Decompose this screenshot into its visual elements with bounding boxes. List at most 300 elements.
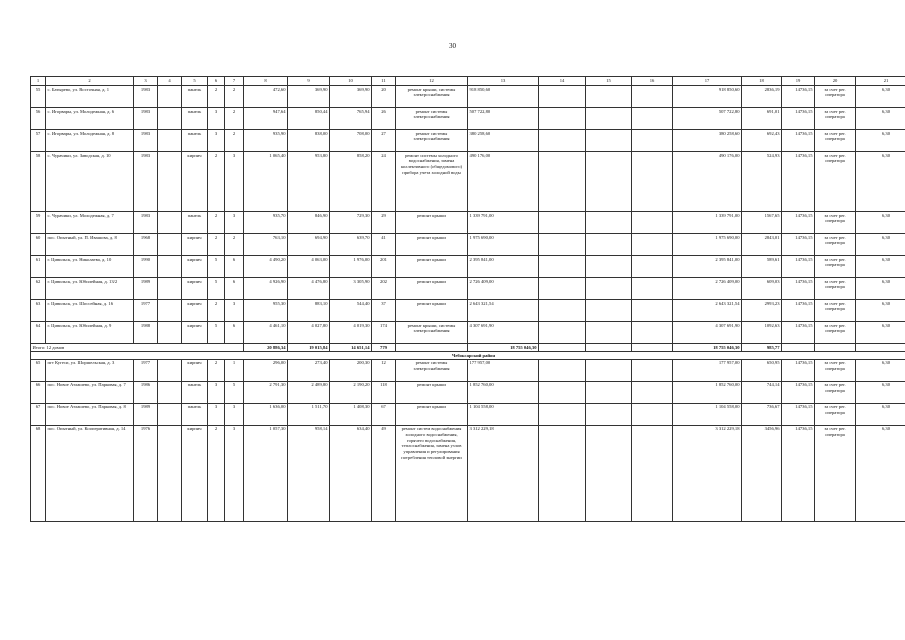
premises-area-cell: 4 063,00 bbox=[288, 256, 330, 278]
entrances-cell: 6 bbox=[225, 322, 244, 344]
year-cell: 1983 bbox=[134, 152, 158, 212]
empty-cell bbox=[539, 86, 586, 108]
year-cell: 1977 bbox=[134, 300, 158, 322]
term-cell: 6,30 bbox=[856, 278, 905, 300]
limit-cost-cell: 14736,15 bbox=[782, 322, 815, 344]
material-cell: панель bbox=[182, 212, 208, 234]
limit-cost-cell: 14736,15 bbox=[782, 130, 815, 152]
term-cell: 6,30 bbox=[856, 403, 905, 425]
total-area-cell: 947,64 bbox=[244, 108, 288, 130]
material-cell: кирпич bbox=[182, 322, 208, 344]
living-area-cell: 858,20 bbox=[330, 152, 372, 212]
table-row bbox=[31, 381, 905, 403]
living-area-cell: 765,94 bbox=[330, 108, 372, 130]
repair-program-table bbox=[30, 76, 905, 522]
address-cell: с. Чурачики, ул. Молодежная, д. 7 bbox=[46, 212, 134, 234]
premises-area-cell: 838,00 bbox=[288, 130, 330, 152]
limit-cost-cell: 14736,15 bbox=[782, 300, 815, 322]
address-cell: г. Цивильск, ул. Юбилейная, д. 13/2 bbox=[46, 278, 134, 300]
premises-area-cell: 846,90 bbox=[288, 212, 330, 234]
empty-cell bbox=[158, 86, 182, 108]
fund-cost-cell: 177 957,00 bbox=[673, 359, 742, 381]
term-cell: 6,30 bbox=[856, 300, 905, 322]
cost-total-cell: 3 312 229,18 bbox=[468, 425, 539, 521]
source-cell: за счет рег. оператора bbox=[815, 322, 856, 344]
table-row bbox=[31, 152, 905, 212]
work-type-cell: ремонт системы электроснабжения bbox=[396, 359, 468, 381]
residents-cell: 49 bbox=[372, 425, 396, 521]
source-cell: за счет рег. оператора bbox=[815, 108, 856, 130]
cost-total-cell: 507 722,80 bbox=[468, 108, 539, 130]
premises-area-cell: 958,14 bbox=[288, 425, 330, 521]
address-cell: г. Цивильск, ул. Шоссейная, д. 16 bbox=[46, 300, 134, 322]
entrances-cell: 3 bbox=[225, 425, 244, 521]
address-cell: пос. Новое Атлашево, ул. Парковая, д. 8 bbox=[46, 403, 134, 425]
column-header: 19 bbox=[782, 77, 815, 86]
cost-total-cell: 4 307 691,90 bbox=[468, 322, 539, 344]
empty-cell bbox=[856, 344, 905, 352]
column-header: 8 bbox=[244, 77, 288, 86]
residents-sum: 779 bbox=[372, 344, 396, 352]
column-header: 14 bbox=[539, 77, 586, 86]
total-area-cell: 935,70 bbox=[244, 212, 288, 234]
year-cell: 1983 bbox=[134, 212, 158, 234]
living-area-cell: 729,30 bbox=[330, 212, 372, 234]
term-cell: 6,30 bbox=[856, 234, 905, 256]
address-cell: г. Цивильск, ул. Николаева, д. 10 bbox=[46, 256, 134, 278]
work-type-cell: ремонт крыши bbox=[396, 300, 468, 322]
total-area-cell: 763,10 bbox=[244, 234, 288, 256]
address-cell: пос. Опытный, ул. Кооперативная, д. 14 bbox=[46, 425, 134, 521]
fund-cost-cell: 490 176,00 bbox=[673, 152, 742, 212]
row-number: 60 bbox=[31, 234, 46, 256]
unit-cost-avg: 985,77 bbox=[742, 344, 782, 352]
empty-cell bbox=[632, 86, 673, 108]
term-cell: 6,30 bbox=[856, 256, 905, 278]
total-area-cell: 1 636,00 bbox=[244, 403, 288, 425]
limit-cost-cell: 14736,15 bbox=[782, 152, 815, 212]
empty-cell bbox=[396, 344, 468, 352]
total-area-cell: 4 490,20 bbox=[244, 256, 288, 278]
limit-cost-cell: 14736,15 bbox=[782, 403, 815, 425]
living-area-cell: 3 305,90 bbox=[330, 278, 372, 300]
unit-cost-cell: 609,03 bbox=[742, 278, 782, 300]
limit-cost-cell: 14736,15 bbox=[782, 256, 815, 278]
material-cell: кирпич bbox=[182, 359, 208, 381]
limit-cost-cell: 14736,15 bbox=[782, 234, 815, 256]
source-cell: за счет рег. оператора bbox=[815, 86, 856, 108]
fund-cost-cell: 4 307 691,90 bbox=[673, 322, 742, 344]
material-cell: панель bbox=[182, 403, 208, 425]
floors-cell: 2 bbox=[208, 86, 225, 108]
work-type-cell: ремонт крыши bbox=[396, 212, 468, 234]
row-number: 68 bbox=[31, 425, 46, 521]
unit-cost-cell: 736,67 bbox=[742, 403, 782, 425]
residents-cell: 29 bbox=[372, 212, 396, 234]
source-cell: за счет рег. оператора bbox=[815, 212, 856, 234]
living-area-cell: 639,70 bbox=[330, 234, 372, 256]
empty-cell bbox=[586, 212, 632, 234]
column-header: 17 bbox=[673, 77, 742, 86]
source-cell: за счет рег. оператора bbox=[815, 425, 856, 521]
address-cell: с. Игорвары, ул. Молодежная, д. 8 bbox=[46, 130, 134, 152]
source-cell: за счет рег. оператора bbox=[815, 381, 856, 403]
district-header-row bbox=[31, 352, 905, 360]
empty-cell bbox=[586, 108, 632, 130]
cost-total-cell: 2 395 841,00 bbox=[468, 256, 539, 278]
column-header: 4 bbox=[158, 77, 182, 86]
column-header: 9 bbox=[288, 77, 330, 86]
empty-cell bbox=[539, 212, 586, 234]
row-number: 64 bbox=[31, 322, 46, 344]
empty-cell bbox=[815, 344, 856, 352]
row-number: 58 bbox=[31, 152, 46, 212]
empty-cell bbox=[539, 108, 586, 130]
source-cell: за счет рег. оператора bbox=[815, 300, 856, 322]
column-header: 11 bbox=[372, 77, 396, 86]
empty-cell bbox=[158, 403, 182, 425]
table-row bbox=[31, 212, 905, 234]
material-cell: кирпич bbox=[182, 278, 208, 300]
fund-cost-cell: 1 852 760,00 bbox=[673, 381, 742, 403]
empty-cell bbox=[539, 381, 586, 403]
living-area-cell: 369,90 bbox=[330, 86, 372, 108]
empty-cell bbox=[539, 425, 586, 521]
entrances-cell: 2 bbox=[225, 130, 244, 152]
premises-area-cell: 953,80 bbox=[288, 152, 330, 212]
material-cell: панель bbox=[182, 130, 208, 152]
empty-cell bbox=[632, 212, 673, 234]
table-row bbox=[31, 403, 905, 425]
premises-area-sum: 19 015,84 bbox=[288, 344, 330, 352]
column-header: 13 bbox=[468, 77, 539, 86]
address-cell: пос. Опытный, ул. П. Ивашова, д. 8 bbox=[46, 234, 134, 256]
source-cell: за счет рег. оператора bbox=[815, 256, 856, 278]
year-cell: 1989 bbox=[134, 278, 158, 300]
material-cell: панель bbox=[182, 381, 208, 403]
limit-cost-cell: 14736,15 bbox=[782, 108, 815, 130]
empty-cell bbox=[158, 256, 182, 278]
material-cell: кирпич bbox=[182, 300, 208, 322]
column-header: 20 bbox=[815, 77, 856, 86]
cost-total-cell: 2 726 409,00 bbox=[468, 278, 539, 300]
entrances-cell: 5 bbox=[225, 381, 244, 403]
material-cell: кирпич bbox=[182, 256, 208, 278]
residents-cell: 12 bbox=[372, 359, 396, 381]
empty-cell bbox=[586, 234, 632, 256]
floors-cell: 5 bbox=[208, 322, 225, 344]
empty-cell bbox=[158, 108, 182, 130]
empty-cell bbox=[632, 108, 673, 130]
total-area-cell: 1 057,30 bbox=[244, 425, 288, 521]
source-cell: за счет рег. оператора bbox=[815, 278, 856, 300]
table-row bbox=[31, 359, 905, 381]
empty-cell bbox=[539, 152, 586, 212]
residents-cell: 26 bbox=[372, 108, 396, 130]
source-cell: за счет рег. оператора bbox=[815, 403, 856, 425]
total-area-cell: 4 926,90 bbox=[244, 278, 288, 300]
table-row bbox=[31, 108, 905, 130]
cost-total-cell: 918 850,60 bbox=[468, 86, 539, 108]
address-cell: с. Игорвары, ул. Молодежная, д. 6 bbox=[46, 108, 134, 130]
residents-cell: 118 bbox=[372, 381, 396, 403]
living-area-sum: 14 651,14 bbox=[330, 344, 372, 352]
cost-sum: 18 755 046,30 bbox=[468, 344, 539, 352]
row-number: 55 bbox=[31, 86, 46, 108]
material-cell: кирпич bbox=[182, 425, 208, 521]
column-header: 16 bbox=[632, 77, 673, 86]
year-cell: 1989 bbox=[134, 403, 158, 425]
column-number-row bbox=[31, 77, 905, 86]
unit-cost-cell: 589,61 bbox=[742, 256, 782, 278]
floors-cell: 5 bbox=[208, 278, 225, 300]
floors-cell: 2 bbox=[208, 212, 225, 234]
term-cell: 6,30 bbox=[856, 212, 905, 234]
empty-cell bbox=[539, 300, 586, 322]
year-cell: 1976 bbox=[134, 425, 158, 521]
total-area-cell: 2 791,30 bbox=[244, 381, 288, 403]
empty-cell bbox=[539, 403, 586, 425]
empty-cell bbox=[586, 344, 632, 352]
term-cell: 6,30 bbox=[856, 359, 905, 381]
work-type-cell: ремонт системы электроснабжения bbox=[396, 130, 468, 152]
empty-cell bbox=[586, 300, 632, 322]
empty-cell bbox=[539, 322, 586, 344]
fund-cost-cell: 2 395 841,00 bbox=[673, 256, 742, 278]
empty-cell bbox=[586, 403, 632, 425]
empty-cell bbox=[586, 381, 632, 403]
total-area-cell: 472,60 bbox=[244, 86, 288, 108]
empty-cell bbox=[632, 130, 673, 152]
floors-cell: 2 bbox=[208, 300, 225, 322]
total-area-cell: 955,30 bbox=[244, 300, 288, 322]
column-header: 10 bbox=[330, 77, 372, 86]
living-area-cell: 2 190,20 bbox=[330, 381, 372, 403]
entrances-cell: 2 bbox=[225, 86, 244, 108]
unit-cost-cell: 2843,01 bbox=[742, 234, 782, 256]
row-number: 57 bbox=[31, 130, 46, 152]
entrances-cell: 6 bbox=[225, 278, 244, 300]
year-cell: 1983 bbox=[134, 108, 158, 130]
unit-cost-cell: 744,14 bbox=[742, 381, 782, 403]
premises-area-cell: 850,44 bbox=[288, 108, 330, 130]
residents-cell: 37 bbox=[372, 300, 396, 322]
empty-cell bbox=[632, 403, 673, 425]
table-row bbox=[31, 130, 905, 152]
source-cell: за счет рег. оператора bbox=[815, 234, 856, 256]
residents-cell: 20 bbox=[372, 86, 396, 108]
empty-cell bbox=[586, 130, 632, 152]
empty-cell bbox=[158, 425, 182, 521]
work-type-cell: ремонт систем водоснабжения холодного водоснабжения, горячего водоснабжения, теплоснабжения, замена узлов управления и регулирования потребления тепловой энергии bbox=[396, 425, 468, 521]
address-cell: пгт Кугеси, ул. Шоршельская, д. 3 bbox=[46, 359, 134, 381]
limit-cost-cell: 14736,15 bbox=[782, 212, 815, 234]
empty-cell bbox=[158, 381, 182, 403]
residents-cell: 24 bbox=[372, 152, 396, 212]
empty-cell bbox=[158, 212, 182, 234]
unit-cost-cell: 650,95 bbox=[742, 359, 782, 381]
work-type-cell: ремонт крыши bbox=[396, 278, 468, 300]
term-cell: 6,30 bbox=[856, 381, 905, 403]
premises-area-cell: 883,10 bbox=[288, 300, 330, 322]
floors-cell: 2 bbox=[208, 359, 225, 381]
column-header: 7 bbox=[225, 77, 244, 86]
empty-cell bbox=[586, 359, 632, 381]
year-cell: 1990 bbox=[134, 256, 158, 278]
address-cell: пос. Новое Атлашево, ул. Парковая, д. 7 bbox=[46, 381, 134, 403]
source-cell: за счет рег. оператора bbox=[815, 359, 856, 381]
work-type-cell: ремонт крыши, системы электроснабжения bbox=[396, 86, 468, 108]
floors-cell: 3 bbox=[208, 403, 225, 425]
empty-cell bbox=[632, 425, 673, 521]
total-row bbox=[31, 344, 905, 352]
empty-cell bbox=[632, 381, 673, 403]
empty-cell bbox=[632, 256, 673, 278]
empty-cell bbox=[632, 344, 673, 352]
empty-cell bbox=[158, 130, 182, 152]
table-row bbox=[31, 234, 905, 256]
year-cell: 1988 bbox=[134, 322, 158, 344]
table-row bbox=[31, 300, 905, 322]
entrances-cell: 3 bbox=[225, 300, 244, 322]
table-row bbox=[31, 256, 905, 278]
floors-cell: 5 bbox=[208, 256, 225, 278]
empty-cell bbox=[782, 344, 815, 352]
page-number: 30 bbox=[449, 42, 456, 50]
fund-cost-sum: 18 755 046,30 bbox=[673, 344, 742, 352]
work-type-cell: ремонт крыши, системы электроснабжения bbox=[396, 322, 468, 344]
column-header: 12 bbox=[396, 77, 468, 86]
entrances-cell: 3 bbox=[225, 152, 244, 212]
total-area-cell: 296,00 bbox=[244, 359, 288, 381]
row-number: 56 bbox=[31, 108, 46, 130]
column-header: 5 bbox=[182, 77, 208, 86]
empty-cell bbox=[539, 359, 586, 381]
table-row bbox=[31, 322, 905, 344]
total-area-cell: 1 065,40 bbox=[244, 152, 288, 212]
row-number: 63 bbox=[31, 300, 46, 322]
row-number: 62 bbox=[31, 278, 46, 300]
material-cell: кирпич bbox=[182, 152, 208, 212]
residents-cell: 174 bbox=[372, 322, 396, 344]
row-number: 66 bbox=[31, 381, 46, 403]
fund-cost-cell: 507 722,80 bbox=[673, 108, 742, 130]
year-cell: 1977 bbox=[134, 359, 158, 381]
unit-cost-cell: 1092,63 bbox=[742, 322, 782, 344]
empty-cell bbox=[632, 278, 673, 300]
column-header: 3 bbox=[134, 77, 158, 86]
fund-cost-cell: 1 104 558,00 bbox=[673, 403, 742, 425]
row-number: 61 bbox=[31, 256, 46, 278]
unit-cost-cell: 692,43 bbox=[742, 130, 782, 152]
empty-cell bbox=[586, 278, 632, 300]
cost-total-cell: 2 643 321,54 bbox=[468, 300, 539, 322]
column-header: 15 bbox=[586, 77, 632, 86]
unit-cost-cell: 3456,96 bbox=[742, 425, 782, 521]
source-cell: за счет рег. оператора bbox=[815, 130, 856, 152]
year-cell: 1983 bbox=[134, 130, 158, 152]
unit-cost-cell: 524,93 bbox=[742, 152, 782, 212]
address-cell: г. Цивильск, ул. Юбилейная, д. 9 bbox=[46, 322, 134, 344]
row-number: 59 bbox=[31, 212, 46, 234]
empty-cell bbox=[632, 152, 673, 212]
floors-cell: 2 bbox=[208, 152, 225, 212]
limit-cost-cell: 14736,15 bbox=[782, 278, 815, 300]
term-cell: 6,30 bbox=[856, 108, 905, 130]
floors-cell: 3 bbox=[208, 108, 225, 130]
premises-area-cell: 4 027,80 bbox=[288, 322, 330, 344]
empty-cell bbox=[586, 322, 632, 344]
material-cell: панель bbox=[182, 86, 208, 108]
cost-total-cell: 380 258,60 bbox=[468, 130, 539, 152]
empty-cell bbox=[632, 234, 673, 256]
empty-cell bbox=[632, 322, 673, 344]
fund-cost-cell: 380 258,60 bbox=[673, 130, 742, 152]
living-area-cell: 200,30 bbox=[330, 359, 372, 381]
row-number: 67 bbox=[31, 403, 46, 425]
premises-area-cell: 1 511,70 bbox=[288, 403, 330, 425]
floors-cell: 3 bbox=[208, 381, 225, 403]
empty-cell bbox=[158, 359, 182, 381]
limit-cost-cell: 14736,15 bbox=[782, 86, 815, 108]
empty-cell bbox=[539, 234, 586, 256]
fund-cost-cell: 918 850,60 bbox=[673, 86, 742, 108]
living-area-cell: 708,00 bbox=[330, 130, 372, 152]
fund-cost-cell: 3 312 229,18 bbox=[673, 425, 742, 521]
work-type-cell: ремонт системы электроснабжения bbox=[396, 108, 468, 130]
work-type-cell: ремонт крыши bbox=[396, 381, 468, 403]
empty-cell bbox=[539, 256, 586, 278]
residents-cell: 201 bbox=[372, 256, 396, 278]
table-row bbox=[31, 425, 905, 521]
empty-cell bbox=[158, 300, 182, 322]
column-header: 2 bbox=[46, 77, 134, 86]
empty-cell bbox=[586, 425, 632, 521]
total-area-cell: 935,90 bbox=[244, 130, 288, 152]
living-area-cell: 634,40 bbox=[330, 425, 372, 521]
column-header: 6 bbox=[208, 77, 225, 86]
source-cell: за счет рег. оператора bbox=[815, 152, 856, 212]
living-area-cell: 544,40 bbox=[330, 300, 372, 322]
work-type-cell: ремонт крыши bbox=[396, 234, 468, 256]
total-area-sum: 20 886,34 bbox=[244, 344, 288, 352]
table-row bbox=[31, 86, 905, 108]
empty-cell bbox=[158, 234, 182, 256]
address-cell: с. Чурачики, ул. Заводская, д. 10 bbox=[46, 152, 134, 212]
table-row bbox=[31, 278, 905, 300]
row-number: 65 bbox=[31, 359, 46, 381]
limit-cost-cell: 14736,15 bbox=[782, 359, 815, 381]
year-cell: 1986 bbox=[134, 381, 158, 403]
column-header: 21 bbox=[856, 77, 905, 86]
entrances-cell: 3 bbox=[225, 403, 244, 425]
cost-total-cell: 1 104 558,00 bbox=[468, 403, 539, 425]
entrances-cell: 6 bbox=[225, 256, 244, 278]
living-area-cell: 4 019,30 bbox=[330, 322, 372, 344]
cost-total-cell: 1 852 760,00 bbox=[468, 381, 539, 403]
residents-cell: 41 bbox=[372, 234, 396, 256]
unit-cost-cell: 691,01 bbox=[742, 108, 782, 130]
living-area-cell: 1 976,00 bbox=[330, 256, 372, 278]
residents-cell: 27 bbox=[372, 130, 396, 152]
premises-area-cell: 694,90 bbox=[288, 234, 330, 256]
empty-cell bbox=[586, 152, 632, 212]
floors-cell: 2 bbox=[208, 234, 225, 256]
cost-total-cell: 1 975 690,00 bbox=[468, 234, 539, 256]
term-cell: 6,30 bbox=[856, 425, 905, 521]
term-cell: 6,30 bbox=[856, 322, 905, 344]
living-area-cell: 1 408,30 bbox=[330, 403, 372, 425]
